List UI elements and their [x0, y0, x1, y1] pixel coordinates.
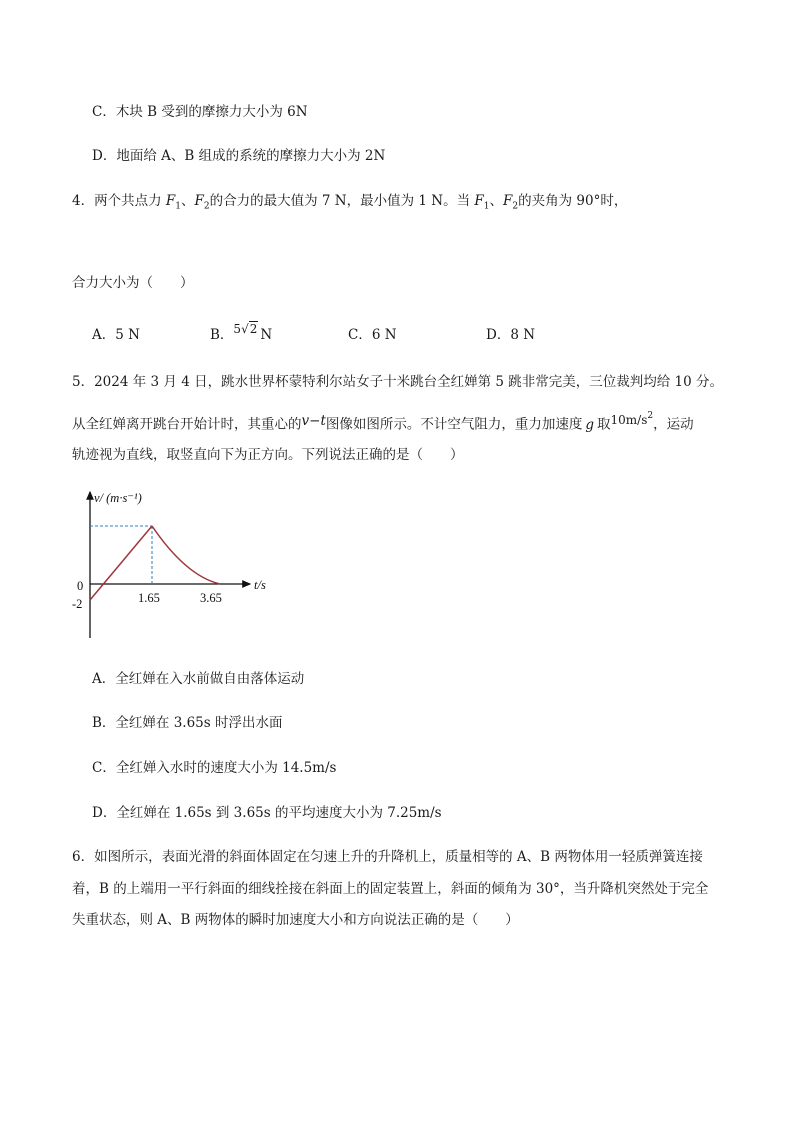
q4-number: 4．: [72, 193, 95, 209]
q4-f1-sub: 1: [175, 201, 181, 212]
q4-f1b-sub: 1: [483, 201, 490, 212]
q4-option-b-radicand: 2: [249, 322, 258, 336]
q6-stem-line2: 着，B 的上端用一平行斜面的细线拴接在斜面上的固定装置上，斜面的倾角为 30°，当升降机突然处于完全: [72, 881, 709, 897]
q5-line2-c: 取: [597, 416, 611, 433]
q4-sep: 、: [181, 193, 195, 209]
q5-option-a: A．全红婵在入水前做自由落体运动: [92, 671, 305, 687]
velocity-decay-curve: [152, 526, 220, 584]
q4-f1b: F: [474, 193, 484, 209]
q4-option-a: A．5 N: [92, 327, 140, 343]
sqrt-icon: √: [241, 322, 249, 336]
q4-f2-sub: 2: [203, 201, 210, 212]
q5-vt: v−t: [301, 412, 326, 429]
q5-line2-b: 图像如图所示。不计空气阻力，重力加速度: [325, 416, 583, 433]
q6-stem-line3: 失重状态，则 A、B 两物体的瞬时加速度大小和方向说法正确的是（ ）: [72, 912, 519, 928]
q4-stem-line2: 合力大小为（ ）: [72, 275, 194, 291]
origin-label: 0: [77, 579, 84, 593]
q4-option-b: [210, 322, 273, 344]
q4-f2b: F: [502, 193, 513, 209]
q4-text-b: 的合力的最大值为 7 N，最小值为 1 N。当: [209, 193, 475, 209]
q5-gval: 10m/s: [610, 412, 648, 427]
x-tick-label-2: 3.65: [200, 591, 222, 605]
y-neg-label: -2: [72, 597, 83, 611]
q5-stem-line1: 5．2024 年 3 月 4 日，跳水世界杯蒙特利尔站女子十米跳台全红婵第 5 跳非常完美，三位裁判均给 10 分。: [72, 374, 724, 390]
q4-option-b-prefix: B．: [210, 327, 234, 343]
x-tick-label-1: 1.65: [138, 591, 160, 605]
q4-stem: [72, 192, 627, 216]
q5-g: g: [585, 416, 595, 433]
q5-line2-a: 从全红婵离开跳台开始计时，其重心的: [72, 416, 302, 433]
x-axis-label: t/s: [254, 578, 266, 592]
q4-option-d: D．8 N: [486, 327, 536, 343]
q4-f2: F: [194, 193, 204, 209]
q4-options: [92, 322, 692, 346]
q3-option-d: D．地面给 A、B 组成的系统的摩擦力大小为 2N: [92, 148, 386, 164]
q4-f1: F: [165, 193, 176, 209]
q6-stem-line1: 6．如图所示，表面光滑的斜面体固定在匀速上升的升降机上，质量相等的 A、B 两物体用一轻质弹簧连接: [72, 849, 703, 865]
q5-gexp: 2: [647, 411, 654, 421]
q4-option-b-coef: 5: [233, 322, 242, 336]
q5-stem-line2: [72, 412, 694, 434]
q4-text-c: 的夹角为 90°时，: [518, 193, 628, 209]
y-axis-label: v/ (m·s⁻¹): [94, 491, 142, 505]
q5-stem-line3: 轨迹视为直线，取竖直向下为正方向。下列说法正确的是（ ）: [72, 447, 464, 463]
q4-option-b-unit: N: [260, 327, 273, 343]
q4-sep2: 、: [489, 193, 503, 209]
q4-f2b-sub: 2: [512, 201, 519, 212]
q4-option-c: C．6 N: [348, 327, 397, 343]
q3-option-c: C．木块 B 受到的摩擦力大小为 6N: [92, 104, 308, 120]
q5-option-d: D．全红婵在 1.65s 到 3.65s 的平均速度大小为 7.25m/s: [92, 805, 442, 821]
q4-text-a: 两个共点力: [94, 193, 166, 209]
q5-line2-d: ，运动: [653, 416, 694, 433]
velocity-line-segment: [90, 526, 152, 600]
q5-option-c: C．全红婵入水时的速度大小为 14.5m/s: [92, 760, 337, 776]
q5-option-b: B．全红婵在 3.65s 时浮出水面: [92, 715, 283, 731]
vt-graph: [68, 488, 278, 643]
